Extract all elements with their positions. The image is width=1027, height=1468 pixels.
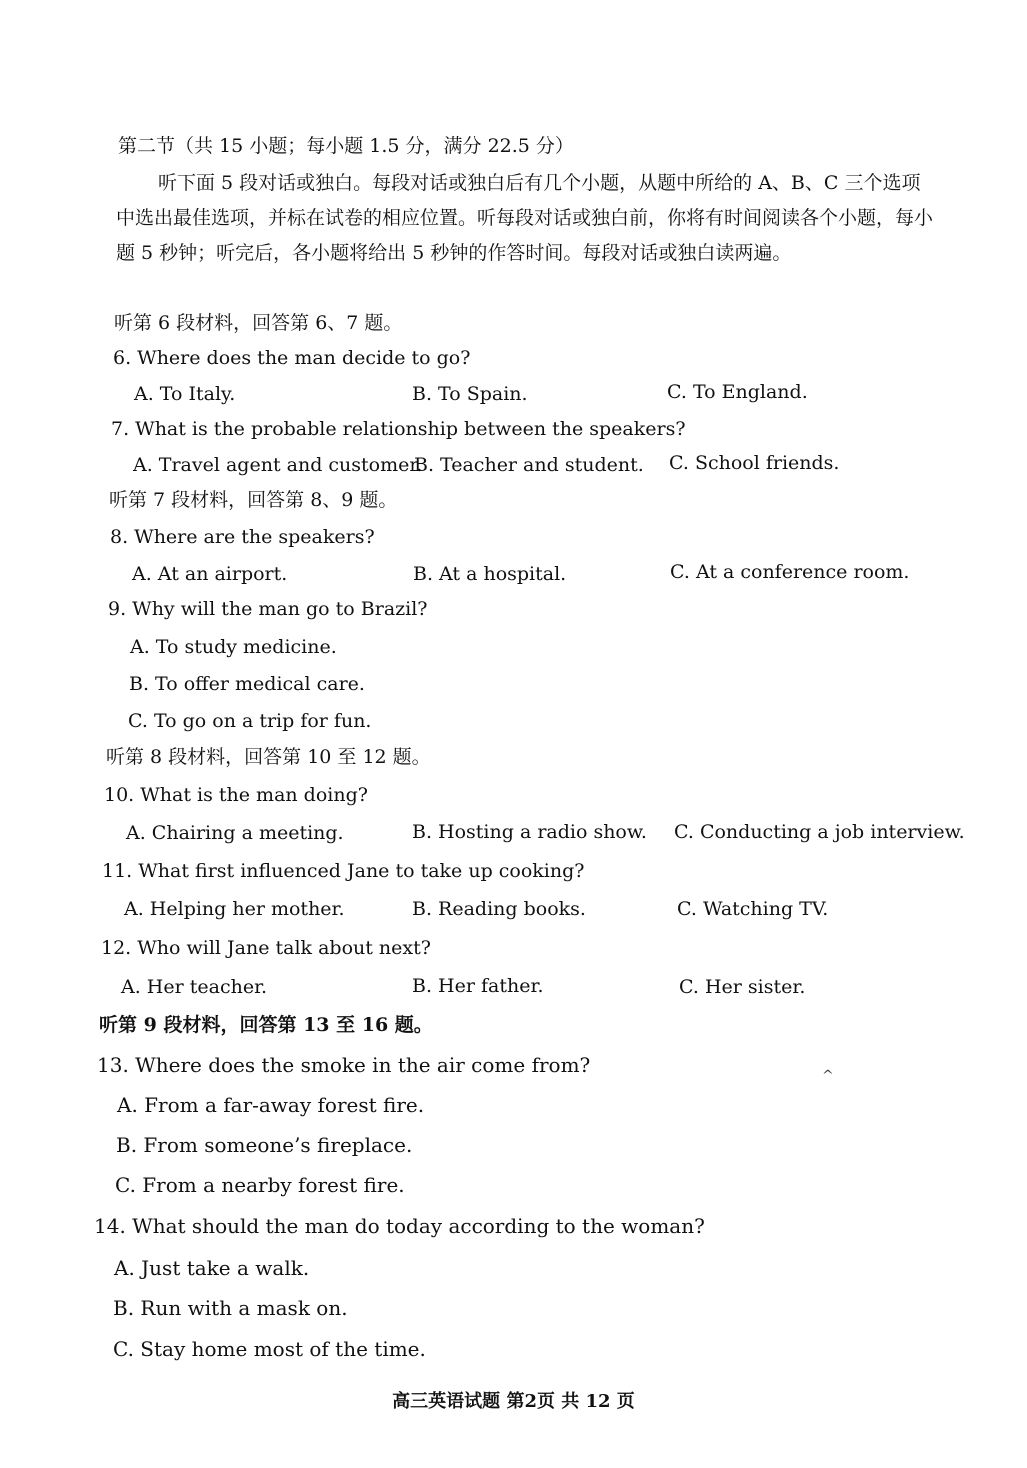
question-7: 7. What is the probable relationship between the speakers? <box>111 418 686 440</box>
q14-option-a: A. Just take a walk. <box>114 1256 310 1280</box>
q7-option-a: A. Travel agent and customer. <box>133 454 423 476</box>
q12-option-b: B. Her father. <box>412 975 544 997</box>
q14-option-b: B. Run with a mask on. <box>113 1296 348 1320</box>
margin-mark: ^ <box>822 1068 834 1084</box>
group-heading-7: 听第 7 段材料，回答第 8、9 题。 <box>109 489 398 511</box>
q6-option-c: C. To England. <box>667 381 808 403</box>
q10-option-a: A. Chairing a meeting. <box>126 822 344 844</box>
q11-option-c: C. Watching TV. <box>677 898 829 920</box>
question-14: 14. What should the man do today according to the woman? <box>94 1214 705 1238</box>
q12-option-a: A. Her teacher. <box>121 976 268 998</box>
q9-option-c: C. To go on a trip for fun. <box>128 710 372 732</box>
question-12: 12. Who will Jane talk about next? <box>101 937 431 959</box>
section-instructions: 听下面 5 段对话或独白。每段对话或独白后有几个小题，从题中所给的 A、B、C 三个选项中选出最佳选项，并标在试卷的相应位置。听每段对话或独白前，你将有时间阅读各个小题，每小题 5 秒钟；听完后，各小题将给出 5 秒钟的作答时间。每段对话或独白读两遍。 <box>116 172 934 264</box>
q12-option-c: C. Her sister. <box>679 976 806 998</box>
q9-option-b: B. To offer medical care. <box>129 673 365 695</box>
question-10: 10. What is the man doing? <box>104 784 368 806</box>
section-heading: 第二节（共 15 小题；每小题 1.5 分，满分 22.5 分） <box>118 135 574 157</box>
question-11: 11. What first influenced Jane to take up cooking? <box>102 860 585 882</box>
q8-option-a: A. At an airport. <box>132 563 288 585</box>
q13-option-a: A. From a far-away forest fire. <box>117 1093 425 1117</box>
question-8: 8. Where are the speakers? <box>110 526 375 548</box>
q8-option-c: C. At a conference room. <box>670 561 910 583</box>
q8-option-b: B. At a hospital. <box>413 563 567 585</box>
q11-option-b: B. Reading books. <box>412 898 586 920</box>
q7-option-b: B. Teacher and student. <box>414 454 644 476</box>
q13-option-b: B. From someone’s fireplace. <box>116 1133 413 1157</box>
q9-option-a: A. To study medicine. <box>130 636 337 658</box>
question-13: 13. Where does the smoke in the air come from? <box>97 1053 591 1077</box>
q10-option-b: B. Hosting a radio show. <box>412 821 647 843</box>
page-footer: 高三英语试题 第2页 共 12 页 <box>392 1391 635 1412</box>
q10-option-c: C. Conducting a job interview. <box>674 821 965 843</box>
q6-option-b: B. To Spain. <box>412 383 528 405</box>
question-6: 6. Where does the man decide to go? <box>113 347 471 369</box>
q11-option-a: A. Helping her mother. <box>124 898 345 920</box>
group-heading-9: 听第 9 段材料，回答第 13 至 16 题。 <box>99 1014 433 1036</box>
q6-option-a: A. To Italy. <box>134 383 236 405</box>
q14-option-c: C. Stay home most of the time. <box>113 1337 426 1361</box>
group-heading-8: 听第 8 段材料，回答第 10 至 12 题。 <box>106 746 431 768</box>
question-9: 9. Why will the man go to Brazil? <box>108 598 428 620</box>
q7-option-c: C. School friends. <box>669 452 840 474</box>
q13-option-c: C. From a nearby forest fire. <box>115 1173 405 1197</box>
group-heading-6: 听第 6 段材料，回答第 6、7 题。 <box>114 312 403 334</box>
